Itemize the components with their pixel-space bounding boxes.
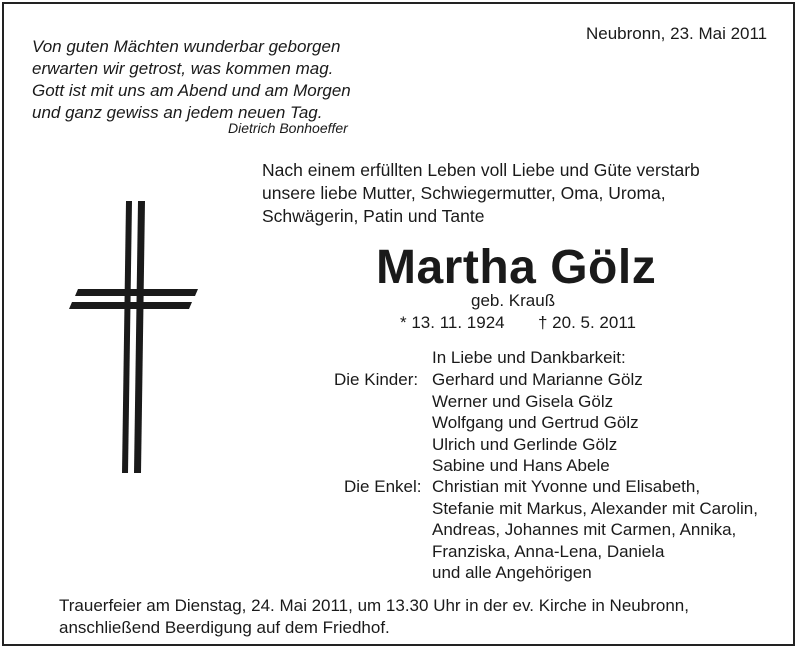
funeral-info <box>59 595 689 639</box>
list-item: Wolfgang und Gertrud Gölz <box>432 413 639 432</box>
notice-frame <box>2 2 795 646</box>
list-item: Ulrich und Gerlinde Gölz <box>432 434 618 454</box>
birth-date: * 13. 11. 1924 <box>400 313 505 332</box>
intro-block <box>262 159 700 228</box>
grandchildren-label: Die Enkel: <box>344 477 422 496</box>
list-item: Gerhard und Marianne Gölz <box>432 370 643 389</box>
place-date: Neubronn, 23. Mai 2011 <box>586 24 768 43</box>
quote-line: Gott ist mit uns am Abend und am Morgen <box>32 81 351 100</box>
cross-icon <box>68 201 208 473</box>
intro-line: Nach einem erfüllten Leben voll Liebe und Güte verstarb <box>262 160 700 180</box>
quote-line: und ganz gewiss an jedem neuen Tag. <box>32 103 323 122</box>
list-item: Franziska, Anna-Lena, Daniela <box>432 541 665 561</box>
quote-block <box>32 36 351 124</box>
list-item: und alle Angehörigen <box>432 563 592 582</box>
list-item: Andreas, Johannes mit Carmen, Annika, <box>432 520 737 539</box>
mourners-opening: In Liebe und Dankbarkeit: <box>432 348 626 367</box>
list-item: Werner und Gisela Gölz <box>432 391 614 411</box>
list-item: Stefanie mit Markus, Alexander mit Carolin, <box>432 498 758 518</box>
quote-line: Von guten Mächten wunderbar geborgen <box>32 37 341 56</box>
grandchildren-list <box>432 476 758 584</box>
children-list <box>432 369 643 477</box>
funeral-line: Trauerfeier am Dienstag, 24. Mai 2011, um 13.30 Uhr in der ev. Kirche in Neubronn, <box>59 596 689 615</box>
intro-line: Schwägerin, Patin und Tante <box>262 206 485 226</box>
deceased-name: Martha Gölz <box>376 241 657 294</box>
death-date: † 20. 5. 2011 <box>538 313 636 332</box>
quote-line: erwarten wir getrost, was kommen mag. <box>32 59 334 78</box>
children-label: Die Kinder: <box>334 370 419 389</box>
intro-line: unsere liebe Mutter, Schwiegermutter, Oma, Uroma, <box>262 183 666 203</box>
maiden-name: geb. Krauß <box>471 291 556 310</box>
list-item: Sabine und Hans Abele <box>432 456 610 475</box>
quote-author: Dietrich Bonhoeffer <box>228 120 348 136</box>
funeral-line: anschließend Beerdigung auf dem Friedhof. <box>59 618 390 637</box>
list-item: Christian mit Yvonne und Elisabeth, <box>432 477 701 496</box>
